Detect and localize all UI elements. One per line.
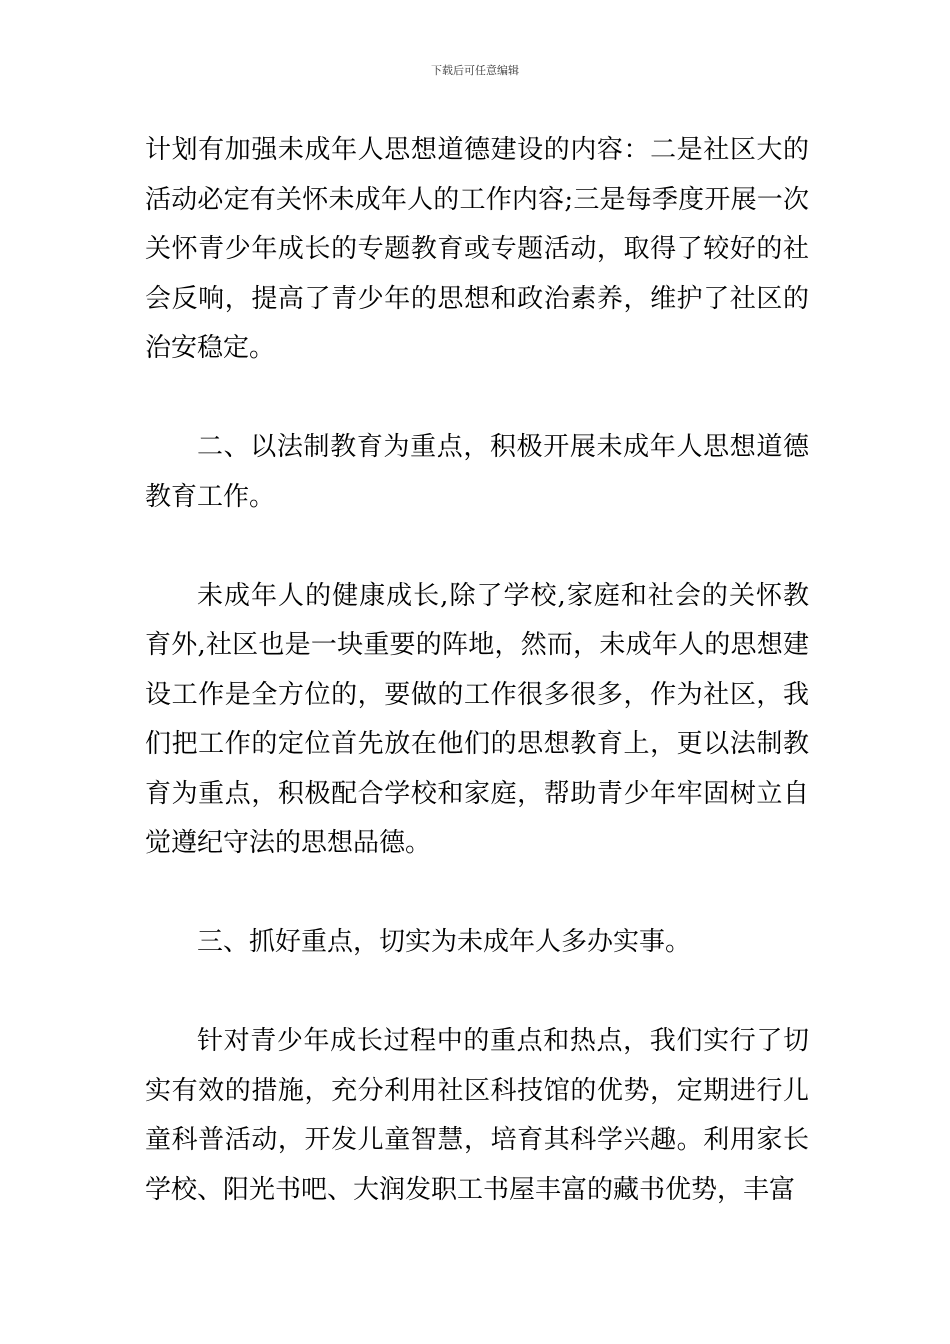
paragraph-gap xyxy=(145,869,809,919)
section-heading-two: 二、以法制教育为重点，积极开展未成年人思想道德教育工作。 xyxy=(145,432,809,512)
document-body xyxy=(145,126,809,1215)
page-header: 下载后可任意编辑 xyxy=(431,64,519,77)
paragraph-gap xyxy=(145,968,809,1018)
paragraph-gap xyxy=(145,522,809,572)
section-heading-three: 三、抓好重点，切实为未成年人多办实事。 xyxy=(197,927,692,957)
paragraph-section-three-body: 针对青少年成长过程中的重点和热点，我们实行了切实有效的措施，充分利用社区科技馆的优势，定期进行儿童科普活动，开发儿童智慧，培育其科学兴趣。利用家长学校、阳光书吧、大润发职工书屋丰富的藏书优势，丰富 xyxy=(145,1026,809,1205)
paragraph-gap xyxy=(145,374,809,424)
paragraph-continuation: 计划有加强未成年人思想道德建设的内容：二是社区大的活动必定有关怀未成年人的工作内容;三是每季度开展一次关怀青少年成长的专题教育或专题活动，取得了较好的社会反响，提高了青少年的思想和政治素养，维护了社区的治安稳定。 xyxy=(145,135,809,363)
paragraph-section-two-body: 未成年人的健康成长,除了学校,家庭和社会的关怀教育外,社区也是一块重要的阵地，然而，未成年人的思想建设工作是全方位的，要做的工作很多很多，作为社区，我们把工作的定位首先放在他们的思想教育上，更以法制教育为重点，积极配合学校和家庭，帮助青少年牢固树立自觉遵纪守法的思想品德。 xyxy=(145,580,809,858)
